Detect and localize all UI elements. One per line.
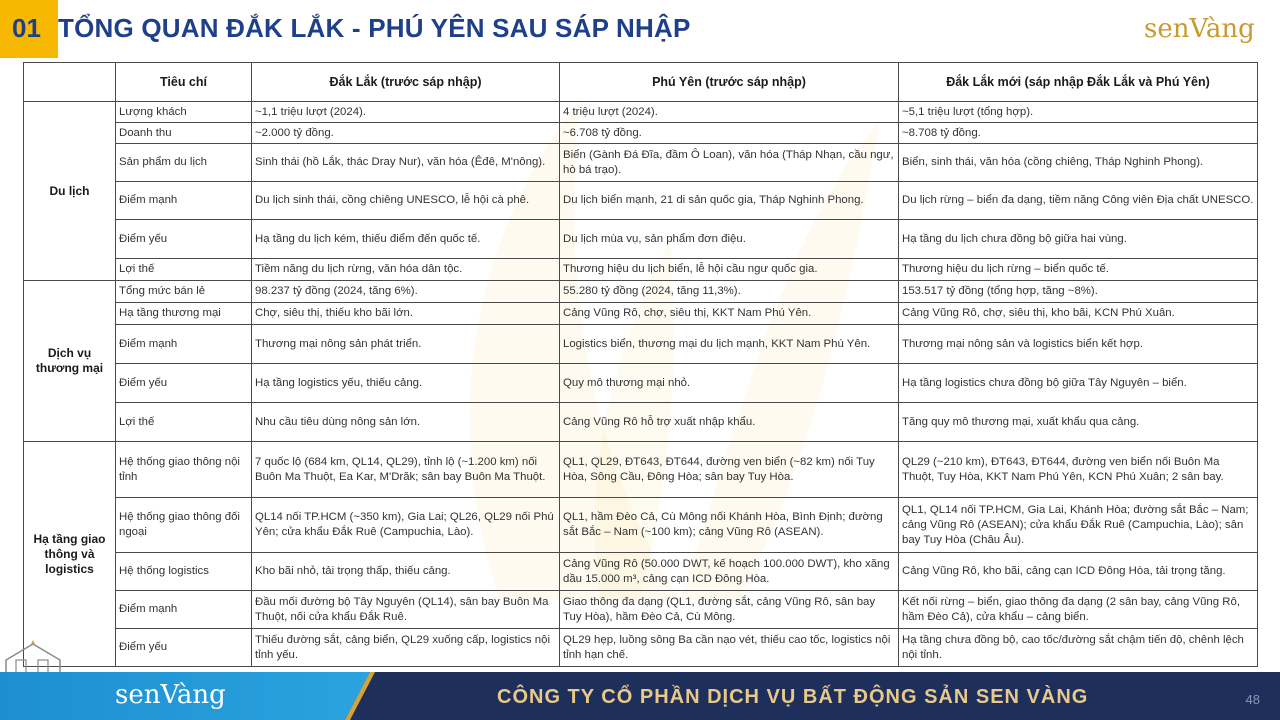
table-row (24, 144, 1258, 182)
daklak-cell: Thiếu đường sắt, cảng biển, QL29 xuống cấp, logistics nội tỉnh yếu. (252, 629, 560, 667)
column-header-merged: Đắk Lắk mới (sáp nhập Đắk Lắk và Phú Yên) (899, 63, 1258, 102)
daklak-cell: Tiềm năng du lịch rừng, văn hóa dân tộc. (252, 259, 560, 281)
criteria-cell: Hạ tầng thương mại (116, 303, 252, 325)
criteria-cell: Lợi thế (116, 403, 252, 442)
group-label-commerce: Dịch vụ thương mại (24, 281, 116, 442)
table-row (24, 364, 1258, 403)
daklak-cell: Nhu cầu tiêu dùng nông sản lớn. (252, 403, 560, 442)
table-row (24, 442, 1258, 498)
phuyen-cell: Biển (Gành Đá Đĩa, đầm Ô Loan), văn hóa (Tháp Nhạn, cầu ngư, hò bá trạo). (560, 144, 899, 182)
criteria-cell: Điểm mạnh (116, 325, 252, 364)
footer-company-name: CÔNG TY CỔ PHẦN DỊCH VỤ BẤT ĐỘNG SẢN SEN VÀNG (497, 686, 1089, 708)
merged-cell: Hạ tầng logistics chưa đồng bộ giữa Tây Nguyên – biển. (899, 364, 1258, 403)
table-row (24, 123, 1258, 144)
table-row (24, 303, 1258, 325)
merged-cell: QL1, QL14 nối TP.HCM, Gia Lai, Khánh Hòa; đường sắt Bắc – Nam; cảng Vũng Rô (ASEAN); cửa khẩu Đắk Ruê (Campuchia, Lào); sân bay Tuy Hòa (Châu Âu). (899, 498, 1258, 553)
criteria-cell: Điểm mạnh (116, 182, 252, 220)
daklak-cell: QL14 nối TP.HCM (~350 km), Gia Lai; QL26, QL29 nối Phú Yên; cửa khẩu Đắk Ruê (Campuchia, Lào). (252, 498, 560, 553)
page-number: 48 (1245, 692, 1260, 707)
daklak-cell: 98.237 tỷ đồng (2024, tăng 6%). (252, 281, 560, 303)
column-header-criteria: Tiêu chí (116, 63, 252, 102)
group-label-infrastructure: Hạ tầng giao thông và logistics (24, 442, 116, 667)
table-row (24, 498, 1258, 553)
criteria-cell: Tổng mức bán lẻ (116, 281, 252, 303)
table-row (24, 259, 1258, 281)
company-logo (1144, 6, 1268, 48)
daklak-cell: Du lịch sinh thái, cồng chiêng UNESCO, lễ hội cà phê. (252, 182, 560, 220)
phuyen-cell: Cảng Vũng Rô (50.000 DWT, kế hoạch 100.000 DWT), kho xăng dầu 15.000 m³, cảng cạn ICD Đông Hòa. (560, 553, 899, 591)
merged-cell: Hạ tầng du lịch chưa đồng bộ giữa hai vùng. (899, 220, 1258, 259)
building-icon (2, 640, 64, 674)
daklak-cell: Đầu mối đường bộ Tây Nguyên (QL14), sân bay Buôn Ma Thuột, nối cửa khẩu Đắk Ruê. (252, 591, 560, 629)
criteria-cell: Hệ thống logistics (116, 553, 252, 591)
phuyen-cell: Cảng Vũng Rô hỗ trợ xuất nhập khẩu. (560, 403, 899, 442)
criteria-cell: Điểm yếu (116, 629, 252, 667)
daklak-cell: 7 quốc lộ (684 km, QL14, QL29), tỉnh lộ (~1.200 km) nối Buôn Ma Thuột, Ea Kar, M'Drăk; sân bay Buôn Ma Thuột. (252, 442, 560, 498)
merged-cell: Thương mại nông sản và logistics biển kết hợp. (899, 325, 1258, 364)
daklak-cell: Kho bãi nhỏ, tải trọng thấp, thiếu cảng. (252, 553, 560, 591)
daklak-cell: Hạ tầng du lịch kém, thiếu điểm đến quốc tế. (252, 220, 560, 259)
section-number: 01 (12, 13, 41, 43)
merged-cell: Cảng Vũng Rô, chợ, siêu thị, kho bãi, KCN Phú Xuân. (899, 303, 1258, 325)
table-row (24, 182, 1258, 220)
footer-logo-text: senVàng (115, 680, 226, 710)
merged-cell: Tăng quy mô thương mại, xuất khẩu qua cảng. (899, 403, 1258, 442)
phuyen-cell: 55.280 tỷ đồng (2024, tăng 11,3%). (560, 281, 899, 303)
phuyen-cell: QL1, hầm Đèo Cả, Cù Mông nối Khánh Hòa, Bình Định; đường sắt Bắc – Nam (~100 km); cảng Vũng Rô (ASEAN). (560, 498, 899, 553)
phuyen-cell: 4 triệu lượt (2024). (560, 102, 899, 123)
table-row (24, 629, 1258, 667)
group-label-tourism: Du lịch (24, 102, 116, 281)
merged-cell: 153.517 tỷ đồng (tổng hợp, tăng ~8%). (899, 281, 1258, 303)
criteria-cell: Sản phẩm du lịch (116, 144, 252, 182)
table-header-row (24, 63, 1258, 102)
criteria-cell: Điểm yếu (116, 364, 252, 403)
merged-cell: Kết nối rừng – biển, giao thông đa dạng (2 sân bay, cảng Vũng Rô, hầm Đèo Cả), cửa khẩu – cảng biển. (899, 591, 1258, 629)
daklak-cell: ~1,1 triệu lượt (2024). (252, 102, 560, 123)
merged-cell: ~8.708 tỷ đồng. (899, 123, 1258, 144)
table-row (24, 102, 1258, 123)
phuyen-cell: Du lịch biển mạnh, 21 di sản quốc gia, Tháp Nghinh Phong. (560, 182, 899, 220)
page-title: TỔNG QUAN ĐẮK LẮK - PHÚ YÊN SAU SÁP NHẬP (58, 13, 691, 43)
phuyen-cell: QL1, QL29, ĐT643, ĐT644, đường ven biển (~82 km) nối Tuy Hòa, Sông Cầu, Đông Hòa; sân bay Tuy Hòa. (560, 442, 899, 498)
merged-cell: Hạ tầng chưa đồng bộ, cao tốc/đường sắt chậm tiến độ, chênh lệch nội tỉnh. (899, 629, 1258, 667)
criteria-cell: Lợi thế (116, 259, 252, 281)
phuyen-cell: Giao thông đa dạng (QL1, đường sắt, cảng Vũng Rô, sân bay Tuy Hòa), hầm Đèo Cả, Cù Mông. (560, 591, 899, 629)
merged-cell: Du lịch rừng – biển đa dạng, tiềm năng Công viên Địa chất UNESCO. (899, 182, 1258, 220)
daklak-cell: Chợ, siêu thị, thiếu kho bãi lớn. (252, 303, 560, 325)
criteria-cell: Hệ thống giao thông đối ngoại (116, 498, 252, 553)
criteria-cell: Điểm mạnh (116, 591, 252, 629)
table-row (24, 403, 1258, 442)
phuyen-cell: Cảng Vũng Rô, chợ, siêu thị, KKT Nam Phú Yên. (560, 303, 899, 325)
logo-text: senVàng (1144, 14, 1255, 44)
phuyen-cell: Quy mô thương mại nhỏ. (560, 364, 899, 403)
table-row (24, 591, 1258, 629)
phuyen-cell: Du lịch mùa vụ, sản phẩm đơn điệu. (560, 220, 899, 259)
comparison-table (23, 62, 1258, 667)
phuyen-cell: ~6.708 tỷ đồng. (560, 123, 899, 144)
criteria-cell: Doanh thu (116, 123, 252, 144)
phuyen-cell: Logistics biển, thương mại du lịch mạnh, KKT Nam Phú Yên. (560, 325, 899, 364)
merged-cell: Biển, sinh thái, văn hóa (cồng chiêng, Tháp Nghinh Phong). (899, 144, 1258, 182)
merged-cell: Cảng Vũng Rô, kho bãi, cảng cạn ICD Đông Hòa, tải trọng tăng. (899, 553, 1258, 591)
daklak-cell: Hạ tầng logistics yếu, thiếu cảng. (252, 364, 560, 403)
table-row (24, 553, 1258, 591)
criteria-cell: Hệ thống giao thông nội tỉnh (116, 442, 252, 498)
column-header-group (24, 63, 116, 102)
section-badge (0, 0, 58, 58)
merged-cell: QL29 (~210 km), ĐT643, ĐT644, đường ven biển nối Buôn Ma Thuột, Tuy Hòa, KKT Nam Phú Yên, KCN Phú Xuân; 2 sân bay. (899, 442, 1258, 498)
column-header-daklak: Đắk Lắk (trước sáp nhập) (252, 63, 560, 102)
table-row (24, 325, 1258, 364)
phuyen-cell: Thương hiệu du lịch biển, lễ hội cầu ngư quốc gia. (560, 259, 899, 281)
merged-cell: ~5,1 triệu lượt (tổng hợp). (899, 102, 1258, 123)
daklak-cell: Sinh thái (hồ Lắk, thác Dray Nur), văn hóa (Êđê, M'nông). (252, 144, 560, 182)
daklak-cell: Thương mại nông sản phát triển. (252, 325, 560, 364)
column-header-phuyen: Phú Yên (trước sáp nhập) (560, 63, 899, 102)
table-row (24, 220, 1258, 259)
merged-cell: Thương hiệu du lịch rừng – biển quốc tế. (899, 259, 1258, 281)
criteria-cell: Điểm yếu (116, 220, 252, 259)
criteria-cell: Lượng khách (116, 102, 252, 123)
comparison-table-container (23, 62, 1257, 667)
phuyen-cell: QL29 hẹp, luồng sông Ba cần nạo vét, thiếu cao tốc, logistics nội tỉnh hạn chế. (560, 629, 899, 667)
slide-footer (0, 672, 1280, 720)
daklak-cell: ~2.000 tỷ đồng. (252, 123, 560, 144)
table-row (24, 281, 1258, 303)
slide-header (0, 0, 1280, 58)
